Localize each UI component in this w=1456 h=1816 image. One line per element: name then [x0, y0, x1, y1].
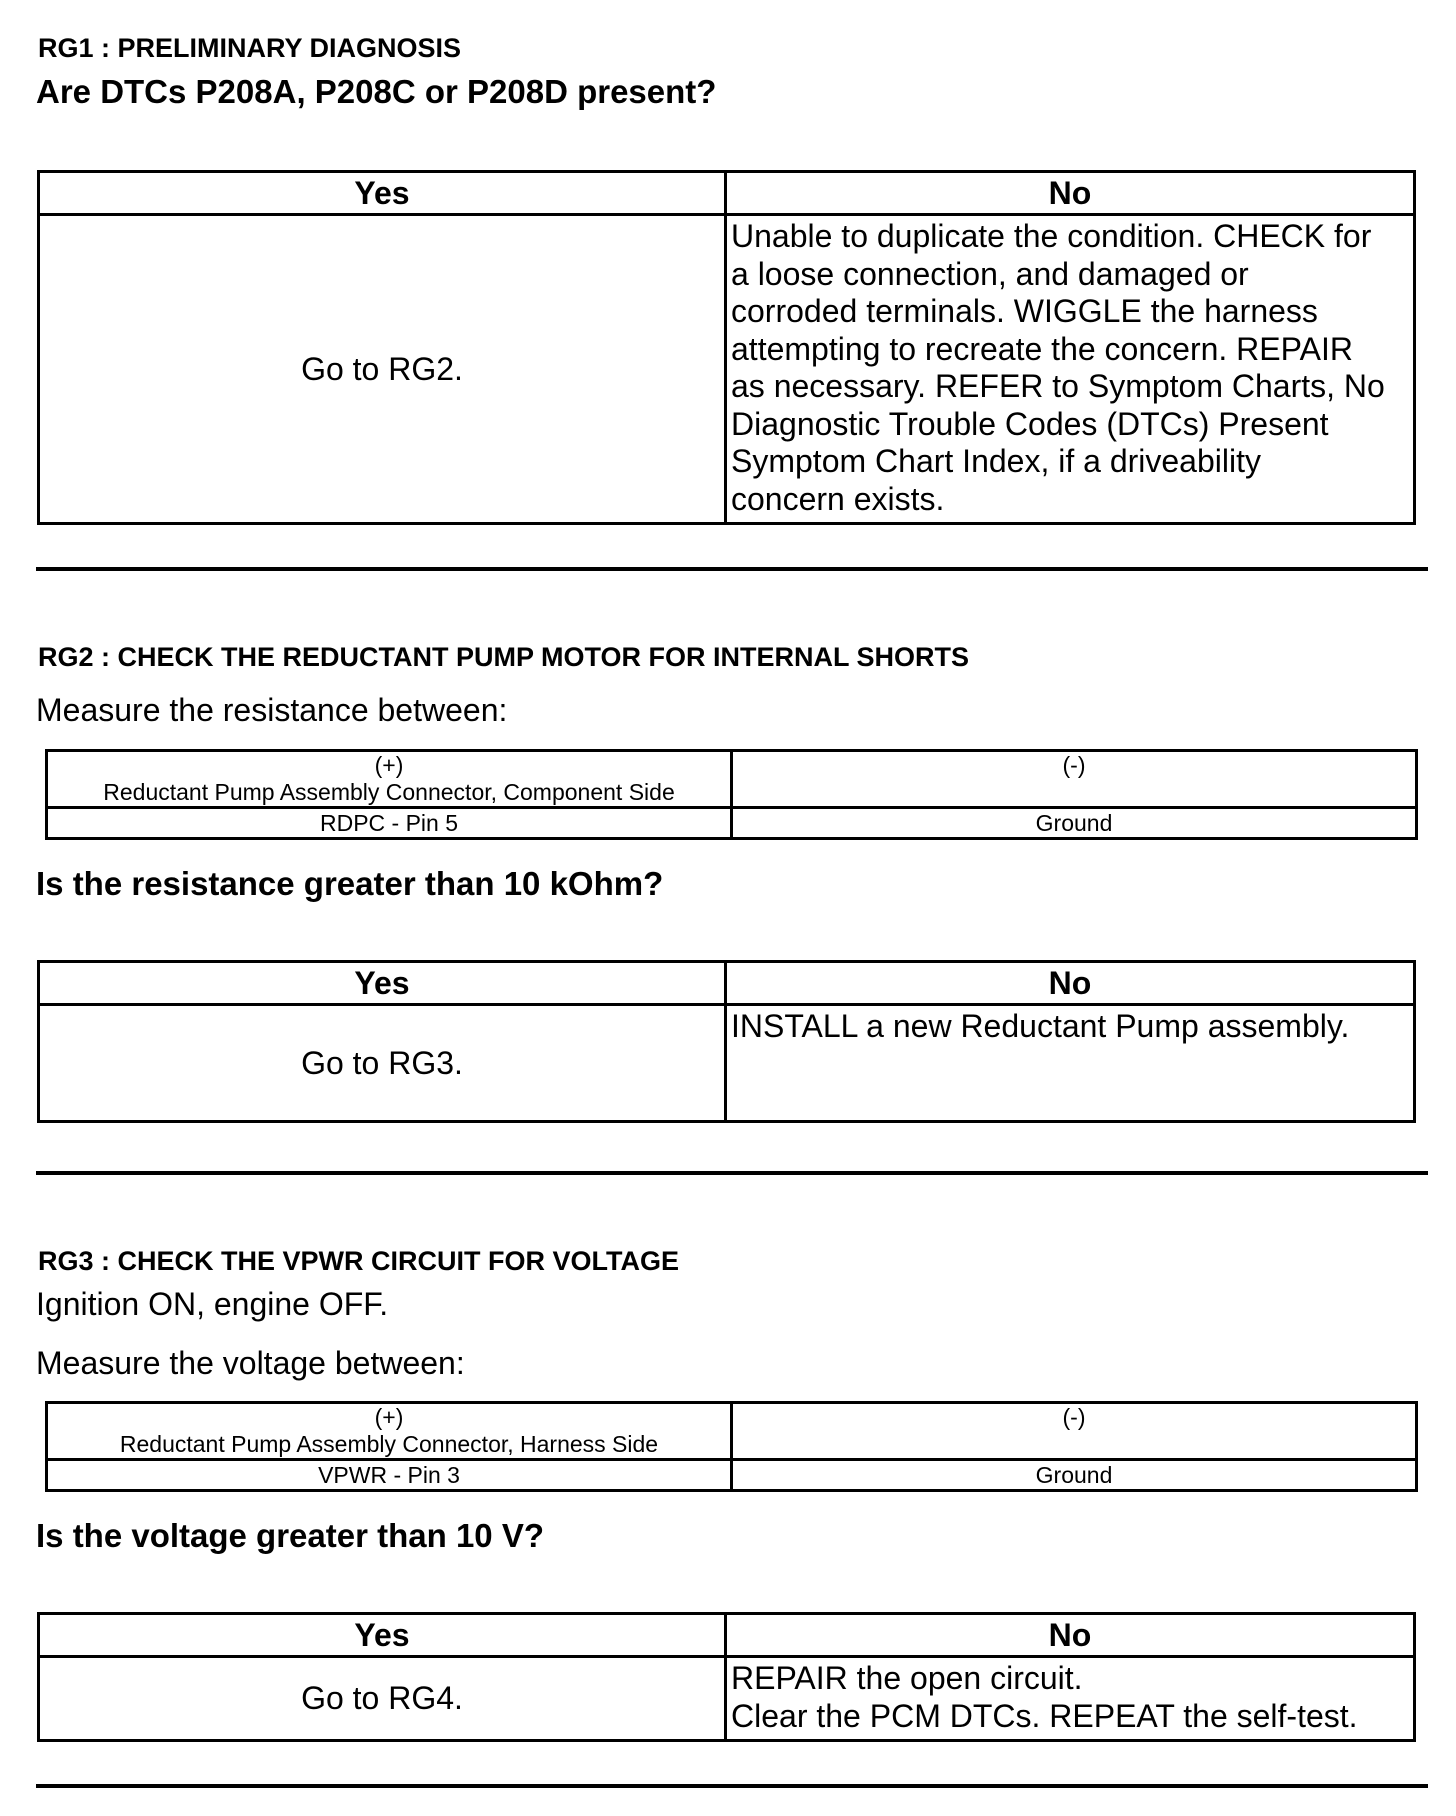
rg3-plus-cell — [47, 1403, 732, 1460]
rg2-minus-pin: Ground — [732, 808, 1417, 839]
section-divider — [36, 1171, 1428, 1175]
rg3-minus-cell — [732, 1403, 1417, 1460]
rg3-yes-cell: Go to RG4. — [39, 1657, 726, 1741]
rg1-no-line: Diagnostic Trouble Codes (DTCs) Present — [731, 405, 1329, 442]
rg2-no-line: INSTALL a new Reductant Pump assembly. — [731, 1008, 1350, 1044]
rg2-measure-table — [45, 749, 1418, 840]
rg3-instruction-measure: Measure the voltage between: — [36, 1345, 465, 1381]
rg2-step-title: RG2 : CHECK THE REDUCTANT PUMP MOTOR FOR INTERNAL SHORTS — [38, 642, 970, 672]
rg1-question: Are DTCs P208A, P208C or P208D present? — [36, 73, 717, 110]
rg3-yes-header: Yes — [39, 1614, 726, 1657]
rg1-yes-no-table — [37, 170, 1416, 525]
rg2-yes-header: Yes — [39, 962, 726, 1005]
rg2-minus-cell — [732, 751, 1417, 808]
rg2-plus-pin: RDPC - Pin 5 — [47, 808, 732, 839]
rg1-no-cell — [726, 215, 1415, 524]
rg1-no-line: attempting to recreate the concern. REPAIR — [731, 330, 1353, 367]
section-divider — [36, 567, 1428, 571]
rg2-plus-label: (+) — [374, 752, 404, 778]
rg2-yes-no-table — [37, 960, 1416, 1123]
rg3-plus-label: (+) — [374, 1404, 404, 1430]
rg1-no-line: Unable to duplicate the condition. CHECK for — [731, 218, 1372, 254]
rg2-instruction: Measure the resistance between: — [36, 692, 508, 728]
rg2-question: Is the resistance greater than 10 kOhm? — [36, 865, 664, 902]
rg3-question: Is the voltage greater than 10 V? — [36, 1517, 544, 1554]
rg3-no-line: REPAIR the open circuit. — [731, 1660, 1083, 1696]
rg2-minus-label: (-) — [1062, 752, 1086, 778]
rg1-no-line: as necessary. REFER to Symptom Charts, No — [731, 368, 1385, 404]
rg1-no-line: corroded terminals. WIGGLE the harness — [731, 293, 1318, 329]
rg3-no-cell — [726, 1657, 1415, 1741]
rg2-plus-cell — [47, 751, 732, 808]
rg3-step-title: RG3 : CHECK THE VPWR CIRCUIT FOR VOLTAGE — [38, 1246, 679, 1276]
rg3-measure-table — [45, 1401, 1418, 1492]
rg2-no-header: No — [726, 962, 1415, 1005]
rg1-step-title: RG1 : PRELIMINARY DIAGNOSIS — [38, 33, 462, 63]
section-divider — [36, 1784, 1428, 1788]
rg2-yes-cell: Go to RG3. — [39, 1005, 726, 1122]
rg3-plus-pin: VPWR - Pin 3 — [47, 1460, 732, 1491]
rg1-yes-header: Yes — [39, 172, 726, 215]
rg3-no-header: No — [726, 1614, 1415, 1657]
rg3-plus-desc: Reductant Pump Assembly Connector, Harness Side — [119, 1431, 659, 1457]
rg3-minus-pin: Ground — [732, 1460, 1417, 1491]
rg1-no-line: a loose connection, and damaged or — [731, 255, 1249, 292]
rg3-instruction-ignition: Ignition ON, engine OFF. — [36, 1286, 389, 1322]
rg3-no-line: Clear the PCM DTCs. REPEAT the self-test. — [731, 1697, 1358, 1734]
rg1-no-line: Symptom Chart Index, if a driveability — [731, 443, 1261, 479]
rg2-plus-desc: Reductant Pump Assembly Connector, Component Side — [103, 779, 675, 805]
rg3-yes-no-table — [37, 1612, 1416, 1742]
rg1-yes-cell: Go to RG2. — [39, 215, 726, 524]
rg1-no-line: concern exists. — [731, 480, 945, 517]
rg1-no-header: No — [726, 172, 1415, 215]
rg3-minus-label: (-) — [1062, 1404, 1086, 1430]
rg2-no-cell — [726, 1005, 1415, 1122]
